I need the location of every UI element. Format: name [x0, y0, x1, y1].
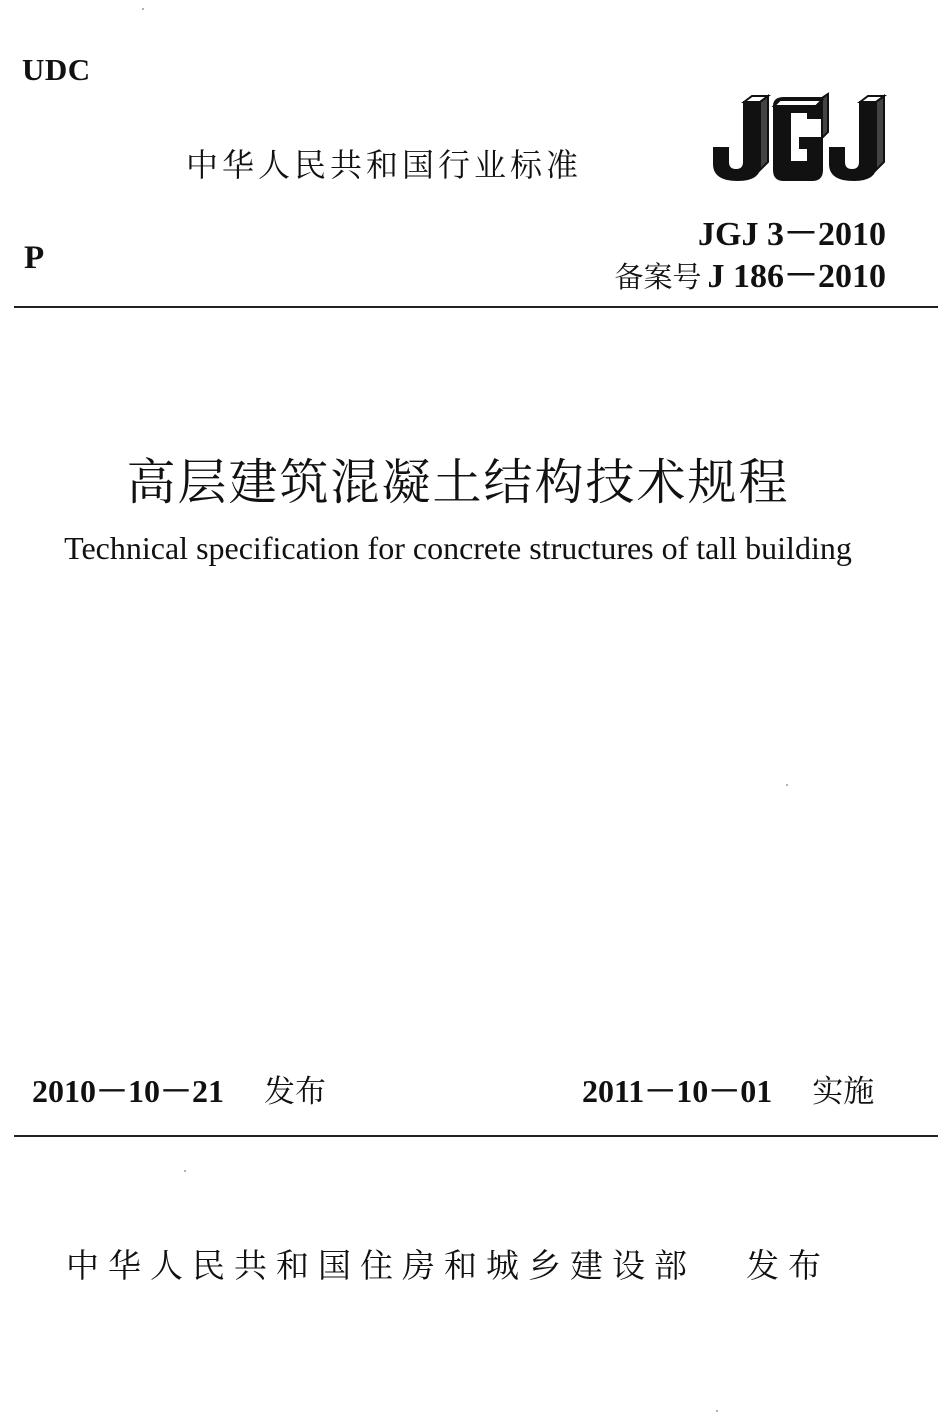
scan-speck: [786, 784, 788, 786]
standard-type: 中华人民共和国行业标准: [186, 146, 583, 184]
issue-date-line: [32, 1066, 326, 1112]
record-label: 备案号: [614, 260, 702, 294]
standard-code: JGJ 3－2010: [698, 216, 886, 253]
udc-label: UDC: [22, 52, 91, 87]
issuer-line: [66, 1240, 830, 1287]
scan-speck: [142, 8, 144, 10]
record-number: J 186－2010: [707, 258, 886, 295]
jgj-logo: [710, 92, 888, 184]
issue-date: 2010－10－21: [32, 1073, 225, 1109]
implement-label: 实施: [812, 1074, 875, 1110]
title-english: Technical specification for concrete structures of tall building: [64, 530, 852, 566]
issue-label: 发布: [264, 1074, 327, 1110]
title-chinese: 高层建筑混凝土结构技术规程: [126, 454, 790, 511]
bottom-divider: [14, 1135, 938, 1137]
scan-speck: [184, 1170, 186, 1172]
issuer-issue-label: 发布: [746, 1246, 830, 1285]
scan-speck: [716, 1410, 718, 1412]
implement-date: 2011－10－01: [582, 1073, 773, 1109]
implement-date-line: [582, 1066, 874, 1112]
record-number-line: [614, 248, 886, 297]
issuer-name: 中华人民共和国住房和城乡建设部: [66, 1246, 696, 1285]
classification-code: P: [24, 240, 45, 276]
top-divider: [14, 306, 938, 308]
